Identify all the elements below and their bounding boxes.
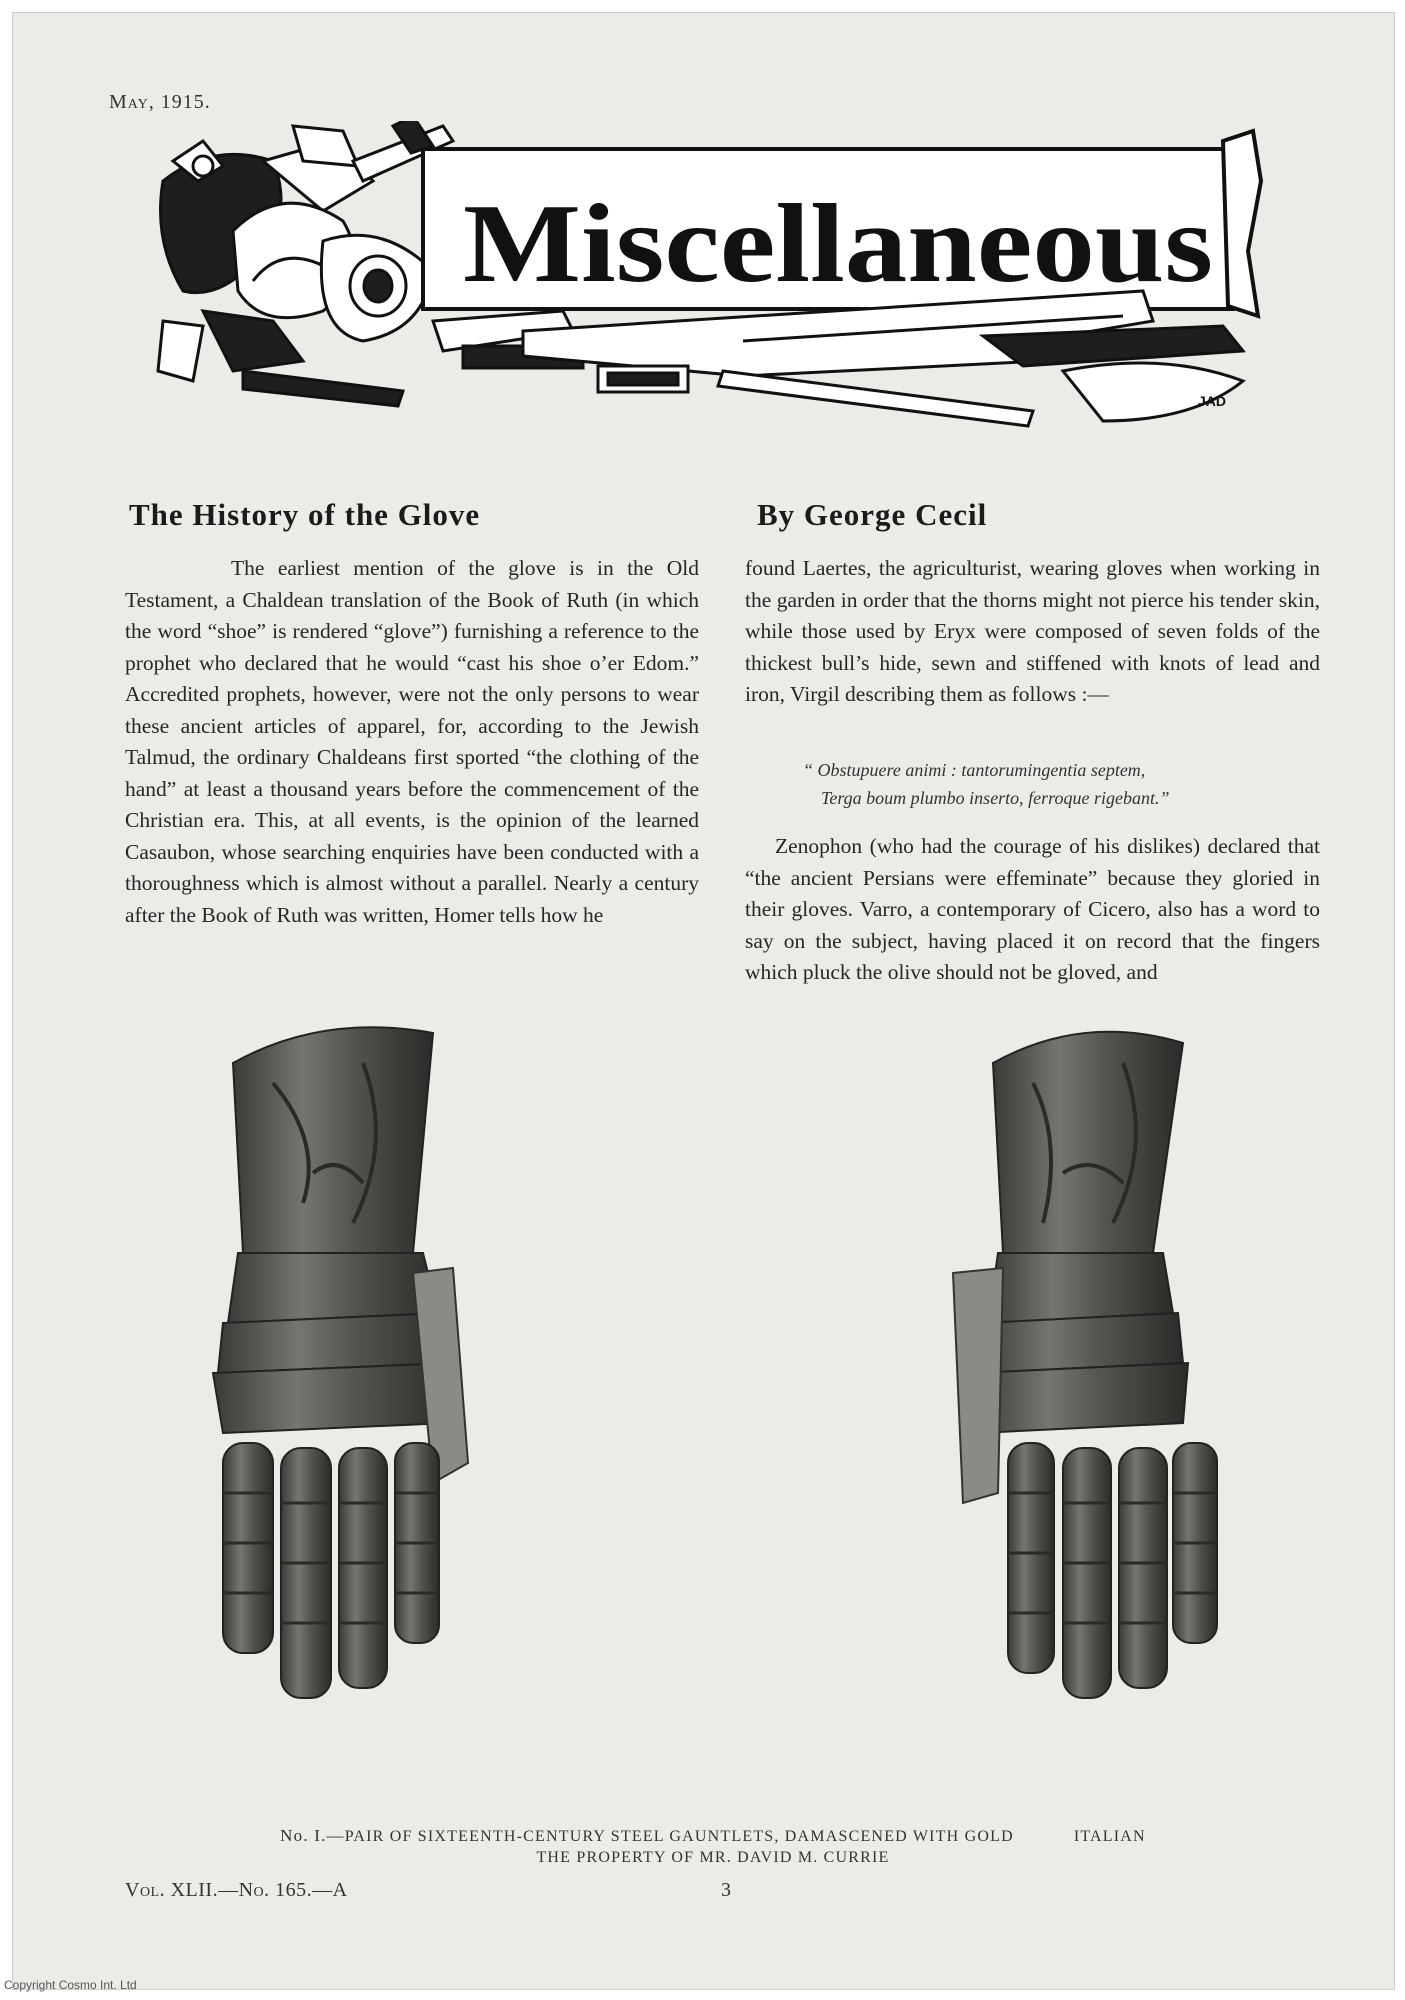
figure-caption — [163, 1825, 1263, 1868]
figure-owner: THE PROPERTY OF MR. DAVID M. CURRIE — [536, 1849, 890, 1866]
left-gauntlet-image — [213, 1027, 468, 1698]
article-paragraph-1: The earliest mention of the glove is in the Old Testament, a Chaldean translation of the Book of Ruth (in which the word “shoe” is rendered “glove”) furnishing a reference to the prophet who declared that he would “cast his shoe o’er Edom.” Accredited prophets, however, were not the only persons to wear these ancient articles of apparel, for, according to the Jewish Talmud, the ordinary Chaldeans first sported “the clothing of the hand” at least a thousand years before the commencement of the Christian era. This, at all events, is the opinion of the learned Casaubon, whose searching enquiries have been conducted with a thoroughness which is almost without a parallel. Nearly a century after the Book of Ruth was written, Homer tells how he — [125, 556, 699, 927]
figure-number: No. I.— — [280, 1826, 345, 1845]
article-paragraph-2: found Laertes, the agriculturist, wearing gloves when working in the garden in order that the thorns might not pierce his tender skin, while those used by Eryx were composed of seven folds of the thickest bull’s hide, sewn and stiffened with knots of lead and iron, Virgil describing them as follows :— — [745, 556, 1320, 706]
article-byline: By George Cecil — [757, 497, 988, 532]
miscellaneous-banner — [143, 121, 1293, 441]
banner-monogram: JAD — [1198, 393, 1227, 409]
right-gauntlet-image — [953, 1032, 1217, 1698]
quotation-line-1: “ Obstupuere animi : tantorumingentia septem, — [803, 760, 1146, 780]
article-title: The History of the Glove — [129, 497, 481, 532]
banner-title: Miscellaneous — [463, 182, 1213, 306]
article-paragraph-3: Zenophon (who had the courage of his dislikes) declared that “the ancient Persians were effeminate” because they gloried in their gloves. Varro, a contemporary of Cicero, also has a word to say on the subject, having placed it on record that the fingers which pluck the olive should not be gloved, and — [745, 834, 1320, 984]
footer-volume: Vol. XLII.—No. 165.—A — [125, 1879, 348, 1901]
quotation-line-2: Terga boum plumbo inserto, ferroque rigebant.” — [821, 788, 1170, 808]
magazine-page — [12, 12, 1395, 1990]
copyright-notice: Copyright Cosmo Int. Ltd — [4, 1978, 137, 1992]
article-column-left — [125, 553, 699, 931]
figure-origin: ITALIAN — [1073, 1828, 1146, 1845]
article-column-right-top — [745, 553, 1320, 711]
virgil-quotation — [803, 756, 1323, 812]
article-column-right-bottom — [745, 831, 1320, 989]
running-head-date: May, 1915. — [109, 91, 211, 113]
gauntlets-photograph — [163, 1023, 1263, 1823]
figure-caption-text: PAIR OF SIXTEENTH-CENTURY STEEL GAUNTLETS, DAMASCENED WITH GOLD — [344, 1828, 1014, 1845]
page-number: 3 — [721, 1879, 731, 1901]
